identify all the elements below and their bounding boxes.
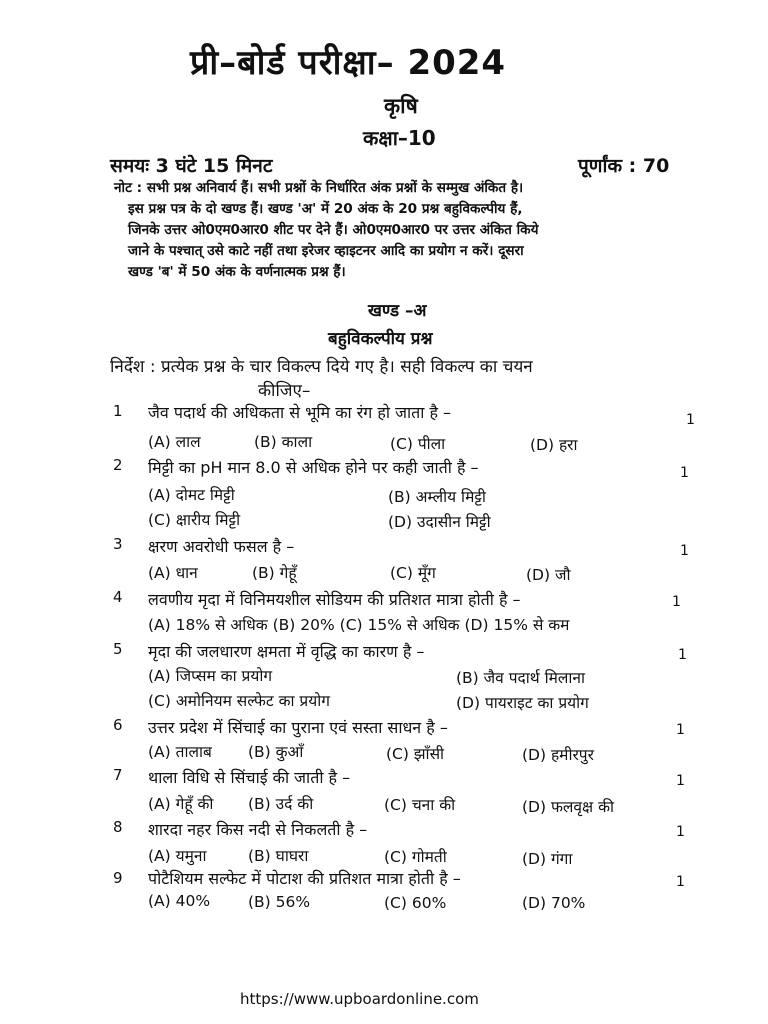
option: (D) 70%: [522, 894, 586, 912]
option: (D) जौ: [526, 566, 571, 584]
class-label: कक्षा–10: [363, 126, 436, 150]
option: (B) अम्लीय मिट्टी: [388, 488, 486, 506]
option: (B) जैव पदार्थ मिलाना: [456, 669, 586, 687]
section-name: खण्ड –अ: [368, 301, 427, 321]
section-heading: बहुविकल्पीय प्रश्न: [328, 329, 433, 349]
option: (A) गेहूँ की: [148, 795, 214, 813]
question-text: लवणीय मृदा में विनिमयशील सोडियम की प्रतिशत मात्रा होती है –: [148, 590, 521, 609]
option: (A) धान: [148, 564, 198, 582]
option: (D) फलवृक्ष की: [522, 798, 614, 816]
question-text: क्षरण अवरोधी फसल है –: [148, 537, 295, 556]
question-text: उत्तर प्रदेश में सिंचाई का पुराना एवं सस्ता साधन है –: [148, 718, 448, 737]
question-number: 6: [113, 716, 123, 734]
question-number: 4: [113, 588, 123, 606]
option: (D) हरा: [530, 436, 578, 454]
option: (D) उदासीन मिट्टी: [388, 513, 491, 531]
max-marks: पूर्णांक : 70: [578, 155, 670, 177]
question-number: 2: [113, 456, 123, 474]
direction-line: कीजिए–: [258, 381, 311, 401]
subject-name: कृषि: [384, 94, 418, 118]
option: (C) चना की: [384, 796, 456, 814]
note-line: खण्ड 'ब' में 50 अंक के वर्णनात्मक प्रश्न हैं।: [128, 264, 346, 280]
question-number: 1: [113, 402, 123, 420]
note-line: इस प्रश्न पत्र के दो खण्ड हैं। खण्ड 'अ' में 20 अंक के 20 प्रश्न बहुविकल्पीय हैं,: [128, 201, 523, 217]
option: (B) 56%: [248, 893, 311, 911]
question-marks: 1: [680, 543, 689, 559]
question-text: मिट्टी का pH मान 8.0 से अधिक होने पर कही जाती है –: [148, 458, 479, 477]
question-marks: 1: [672, 594, 681, 610]
note-line: नोट : सभी प्रश्न अनिवार्य हैं। सभी प्रश्नों के निर्धारित अंक प्रश्नों के सम्मुख अंकित है।: [114, 180, 524, 196]
option: (B) कुआँ: [248, 743, 304, 761]
option: (C) गोमती: [384, 848, 447, 866]
option: (A) 40%: [148, 892, 211, 910]
option: (B) घाघरा: [248, 847, 309, 865]
option: (B) उर्द की: [248, 795, 314, 813]
question-marks: 1: [676, 722, 685, 738]
question-number: 7: [113, 766, 123, 784]
option: (C) अमोनियम सल्फेट का प्रयोग: [148, 692, 330, 710]
option: (C) मूँग: [390, 564, 436, 582]
option: (A) लाल: [148, 433, 201, 451]
time-duration: समयः 3 घंटे 15 मिनट: [110, 155, 273, 177]
note-line: जिनके उत्तर ओ0एम0आर0 शीट पर देने हैं। ओ0एम0आर0 पर उत्तर अंकित किये: [128, 222, 539, 238]
question-marks: 1: [678, 647, 687, 663]
option: (C) क्षारीय मिट्टी: [148, 511, 241, 529]
option: (D) पायराइट का प्रयोग: [456, 694, 589, 712]
option: (D) हमीरपुर: [522, 746, 594, 764]
option: (A) जिप्सम का प्रयोग: [148, 667, 273, 685]
question-marks: 1: [686, 412, 695, 428]
option: (C) 60%: [384, 894, 447, 912]
direction-line: निर्देश : प्रत्येक प्रश्न के चार विकल्प दिये गए है। सही विकल्प का चयन: [110, 357, 533, 377]
question-text: मृदा की जलधारण क्षमता में वृद्धि का कारण है –: [148, 642, 425, 661]
note-line: जाने के पश्चात् उसे काटे नहीं तथा इरेजर व्हाइटनर आदि का प्रयोग न करें। दूसरा: [128, 243, 524, 259]
question-marks: 1: [680, 465, 689, 481]
question-number: 8: [113, 818, 123, 836]
question-text: पोटैशियम सल्फेट में पोटाश की प्रतिशत मात्रा होती है –: [148, 869, 461, 888]
option: (A) दोमट मिट्टी: [148, 486, 235, 504]
question-marks: 1: [676, 773, 685, 789]
question-marks: 1: [676, 874, 685, 890]
option: (B) काला: [254, 433, 313, 451]
question-marks: 1: [676, 824, 685, 840]
question-number: 9: [113, 869, 123, 887]
footer-url: https://www.upboardonline.com: [240, 990, 479, 1008]
option: (A) यमुना: [148, 847, 207, 865]
question-text: जैव पदार्थ की अधिकता से भूमि का रंग हो जाता है –: [148, 403, 452, 422]
option: (C) पीला: [390, 435, 446, 453]
option: (B) गेहूँ: [252, 564, 297, 582]
option: (A) तालाब: [148, 743, 212, 761]
option: (C) झाँसी: [386, 745, 445, 763]
exam-title: प्री–बोर्ड परीक्षा– 2024: [190, 43, 507, 83]
option-line: (A) 18% से अधिक (B) 20% (C) 15% से अधिक (D) 15% से कम: [148, 616, 570, 634]
option: (D) गंगा: [522, 850, 573, 868]
question-number: 3: [113, 535, 123, 553]
question-text: थाला विधि से सिंचाई की जाती है –: [148, 768, 351, 787]
question-text: शारदा नहर किस नदी से निकलती है –: [148, 820, 368, 839]
question-number: 5: [113, 640, 123, 658]
